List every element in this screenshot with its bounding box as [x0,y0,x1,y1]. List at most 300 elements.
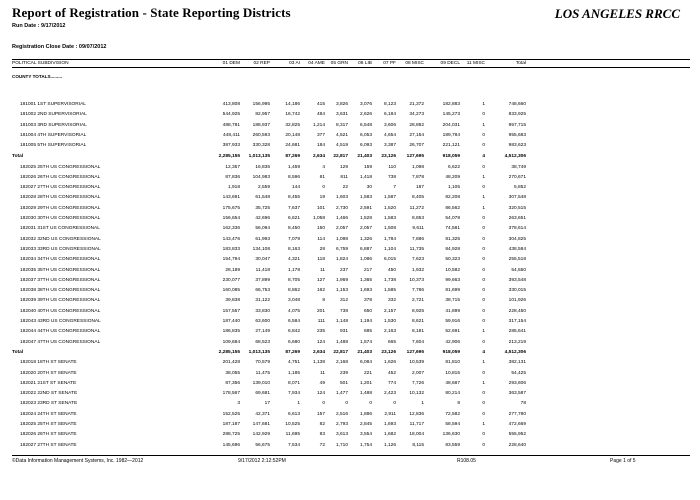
row-value: 544,925 [222,112,240,118]
row-value: 31,122 [255,298,270,304]
row-value: 1,086 [359,257,372,263]
table-row [0,102,700,109]
row-value: 304,825 [508,236,526,242]
row-value: 23,126 [381,349,396,355]
row-value: 228,450 [508,308,526,314]
row-value: 8,925 [411,308,424,314]
row-value: 20,148 [285,132,300,138]
row-value: 8,596 [287,174,300,180]
table-row [0,195,700,202]
row-value: 127,695 [406,153,424,159]
row-value: 124 [316,339,325,345]
row-value: 0 [482,226,485,232]
row-value: 8 [457,401,460,407]
row-value: 8,163 [287,246,300,252]
row-value: 2,285,155 [218,349,240,355]
row-value: 56,094 [255,226,270,232]
row-value: 157 [316,411,325,417]
row-value: 650 [363,308,372,314]
row-value: 4 [322,164,325,170]
report-title: Report of Registration - State Reporting Districts [12,5,291,20]
row-value: 87,269 [285,349,300,355]
row-value: 0 [482,442,485,448]
row-value: 6,759 [335,246,348,252]
row-value: 0 [482,216,485,221]
row-value: 83,559 [445,442,460,448]
row-value: 0 [482,185,485,191]
row-value: 139,010 [252,380,270,386]
table-row [0,237,700,244]
row-value: 11,418 [255,267,270,273]
row-value: 187,440 [222,319,240,324]
row-value: 8,181 [411,329,424,335]
row-value: 156,654 [222,216,240,221]
row-value: 8,405 [411,195,424,201]
row-value: 22,817 [333,349,348,355]
row-value: 50,323 [445,257,460,263]
row-value: 110 [388,164,396,170]
row-value: 6,084 [359,360,372,366]
footer-copyright: ©Data Information Management Systems, Inc. 1982—2012 [12,458,144,464]
row-value: 83 [319,432,325,438]
row-label: 182031 31ST US CONGRESSIONAL [20,226,100,232]
row-value: 1,585 [383,288,396,294]
row-value: 293,606 [508,380,526,386]
row-value: 4,512,306 [504,349,526,355]
row-value: 0 [482,298,485,304]
row-label: 182040 40TH US CONGRESSIONAL [20,308,101,314]
row-value: 1,626 [383,360,396,366]
row-value: 178,567 [222,391,240,397]
row-value: 1,784 [383,236,396,242]
row-value: 1,932 [411,267,424,273]
row-value: 127 [316,277,325,283]
table-row [0,288,700,295]
row-label: 182025 25TH US CONGRESSIONAL [20,164,101,170]
row-value: 14,186 [285,102,300,107]
row-value: 7,534 [287,442,300,448]
table-row [0,247,700,254]
row-value: 8 [322,298,325,304]
row-value: 37,899 [255,277,270,283]
row-value: 0 [482,432,485,438]
row-label: 181001 1ST SUPERVISORIAL [20,102,86,107]
row-value: 114 [317,236,325,242]
row-value: 1,587 [383,195,396,201]
row-value: 393,548 [508,277,526,283]
row-value: 48,687 [445,380,460,386]
row-value: 1,710 [335,442,348,448]
row-value: 685 [363,329,372,335]
row-value: 448,411 [223,132,240,138]
row-value: 221 [363,370,372,376]
row-value: 6,184 [383,112,396,118]
row-value: 5,852 [513,185,526,191]
row-value: 11 [320,267,325,273]
footer-rule [12,455,690,456]
row-value: 1,508 [383,226,396,232]
row-value: 42,906 [445,339,460,345]
row-value: 221,121 [442,143,460,149]
row-value: 260,593 [252,132,270,138]
row-value: 201,428 [222,360,240,366]
row-value: 2,911 [384,411,396,417]
table-row [0,371,700,378]
row-value: 4 [482,153,485,159]
row-value: 377 [316,132,325,138]
row-value: 162,336 [222,226,240,232]
page-footer [0,458,700,466]
row-value: 1,603 [335,195,348,201]
row-value: 7,623 [411,257,424,263]
row-value: 143,476 [222,236,240,242]
row-value: 4,751 [287,360,300,366]
row-value: 33,830 [255,308,270,314]
row-value: 0 [482,391,485,397]
row-value: 1,105 [447,185,460,191]
row-value: 237 [339,267,348,273]
row-value: 11,272 [409,205,424,211]
row-value: 2,591 [359,205,372,211]
row-value: 48,209 [445,174,460,180]
row-value: 56,675 [255,442,270,448]
row-label: 182025 25TH ST SENATE [20,422,77,427]
column-header-11-misc: 11 MISC [466,61,485,66]
column-header-04-ame: 04 AME [308,61,325,66]
row-value: 11,735 [409,246,424,252]
row-value: 0 [482,267,485,273]
row-value: 11,717 [409,422,424,427]
row-value: 82,957 [255,112,270,118]
row-value: 6,548 [359,122,372,128]
row-value: 1,214 [312,122,325,128]
row-value: 931 [339,329,348,335]
row-value: 213,219 [508,339,526,345]
row-value: 4,519 [335,143,348,149]
row-value: 472,669 [508,422,526,427]
row-value: 7,878 [411,174,424,180]
row-value: 1,530 [383,319,396,324]
table-row [0,298,700,305]
row-value: 19 [319,195,325,201]
row-value: 12,836 [409,411,424,417]
row-value: 1,824 [335,257,348,263]
row-value: 187,187 [222,422,240,427]
row-value: 332 [387,298,396,304]
row-value: 3,826 [335,102,348,107]
table-row [0,123,700,130]
row-value: 66,753 [255,288,270,294]
row-value: 87,269 [285,153,300,159]
row-value: 450 [387,267,396,273]
row-value: 7,637 [287,205,300,211]
row-value: 187 [415,185,424,191]
row-value: 263,651 [508,216,526,221]
row-label: 181005 5TH SUPERVISORIAL [20,143,87,149]
row-value: 81,810 [445,360,460,366]
row-value: 162 [316,288,325,294]
row-value: 6,093 [359,143,372,149]
row-value: 1 [482,122,485,128]
row-value: 2,168 [335,360,348,366]
total-row [0,154,700,161]
row-value: 11,695 [285,432,300,438]
row-value: 387,933 [222,143,240,149]
row-value: 186,835 [222,329,240,335]
row-value: 4 [482,349,485,355]
row-value: 285,641 [508,329,526,335]
column-header-09-decl: 09 DECL [440,61,460,66]
row-label: 182029 29TH US CONGRESSIONAL [20,205,101,211]
row-value: 2,730 [335,205,348,211]
row-value: 1,488 [335,339,348,345]
table-row [0,401,700,408]
row-value: 230,077 [222,277,240,283]
row-value: 217 [363,267,372,273]
row-label: 182038 38TH US CONGRESSIONAL [20,288,101,294]
row-value: 378,614 [508,226,526,232]
column-header-05-grn: 05 GRN [330,61,348,66]
row-value: 81,699 [445,288,460,294]
row-value: 1 [482,102,485,107]
row-label: 181004 4TH SUPERVISORIAL [20,132,87,138]
row-value: 21,372 [409,102,424,107]
table-row [0,340,700,347]
row-value: 39,838 [225,298,240,304]
column-header-07-pf: 07 PF [383,61,396,66]
row-value: 78 [520,401,526,407]
row-label: 182035 35TH US CONGRESSIONAL [20,267,101,273]
row-value: 665 [387,339,396,345]
row-value: 2,157 [383,308,396,314]
row-value: 918,059 [442,349,460,355]
total-row [0,350,700,357]
row-value: 61,993 [255,236,270,242]
table-row [0,112,700,119]
row-value: 2,007 [411,370,424,376]
row-label: 182027 27TH US CONGRESSIONAL [20,185,101,191]
row-label: 182039 39TH US CONGRESSIONAL [20,298,101,304]
row-value: 0 [482,339,485,345]
row-value: 413,808 [222,102,240,107]
row-value: 1,098 [335,236,348,242]
section-label: COUNTY TOTALS......... [12,74,63,79]
row-value: 182,883 [442,102,460,107]
row-value: 0 [482,132,485,138]
row-value: 1,459 [287,164,300,170]
row-value: 136,630 [442,432,460,438]
row-label: 182032 32ND US CONGRESSIONAL [20,236,101,242]
row-value: 918,059 [442,153,460,159]
row-value: 86,562 [445,205,460,211]
row-value: 204,031 [442,122,460,128]
row-value: 49 [319,380,325,386]
row-value: 1,185 [287,370,300,376]
row-value: 72,582 [445,411,460,417]
row-value: 0 [345,401,348,407]
row-value: 363,587 [508,391,526,397]
row-value: 12,357 [225,164,240,170]
row-value: 22 [342,185,348,191]
row-value: 312 [339,298,348,304]
row-value: 1,918 [227,185,240,191]
row-label: 182018 18TH ST SENATE [20,360,77,366]
row-value: 774 [387,380,396,386]
row-value: 10,815 [445,370,460,376]
table-row [0,319,700,326]
row-value: 28,892 [409,122,424,128]
row-value: 74,581 [445,226,460,232]
row-value: 38,749 [511,164,526,170]
row-value: 10,539 [409,360,424,366]
row-value: 99,663 [445,277,460,283]
row-value: 101,926 [508,298,526,304]
row-value: 118 [317,257,325,263]
row-value: 61,548 [255,195,270,201]
row-value: 983,623 [508,143,526,149]
row-label: 182033 33RD US CONGRESSIONAL [20,246,101,252]
row-value: 1,365 [359,277,372,283]
row-value: 1,583 [383,216,396,221]
row-value: 24,681 [285,143,300,149]
row-value: 555,952 [508,432,526,438]
row-value: 0 [369,401,372,407]
column-header-01-dem: 01 DEM [222,61,240,66]
row-value: 34,273 [409,112,424,118]
row-value: 1,138 [312,360,325,366]
row-value: 1,013,135 [248,153,270,159]
row-value: 35,725 [255,205,270,211]
row-value: 2,721 [411,298,424,304]
row-value: 30,047 [255,257,270,263]
table-row [0,257,700,264]
row-value: 68,523 [255,339,270,345]
row-value: 2,793 [335,422,348,427]
row-value: 8,450 [287,226,300,232]
row-value: 1,969 [335,277,348,283]
row-value: 129 [339,164,348,170]
row-value: 2,634 [312,153,325,159]
row-value: 2,559 [257,185,270,191]
row-value: 0 [322,401,325,407]
row-value: 1,126 [383,442,396,448]
row-value: 2,057 [335,226,348,232]
row-value: 1,754 [359,442,372,448]
row-value: 160,085 [222,288,240,294]
row-value: 1 [421,401,424,407]
row-value: 0 [482,277,485,283]
row-value: 54,425 [511,370,526,376]
row-value: 8,071 [287,380,300,386]
row-value: 84,928 [445,246,460,252]
row-value: 28 [319,246,325,252]
row-value: 3,048 [287,298,300,304]
row-value: 1 [482,422,485,427]
row-value: 833,925 [508,112,526,118]
row-value: 81 [319,174,325,180]
row-value: 3 [237,401,240,407]
row-value: 382,131 [508,360,526,366]
row-value: 142,929 [252,432,270,438]
row-value: 0 [482,143,485,149]
row-value: 1,477 [335,391,348,397]
row-value: 378 [363,298,372,304]
header-top-rule [12,59,690,60]
row-value: 1,886 [359,411,372,417]
row-value: 63,600 [255,319,270,324]
row-value: 0 [482,288,485,294]
row-value: 124 [316,391,325,397]
row-value: 16,742 [285,112,300,118]
row-value: 228,640 [508,442,526,448]
table-row [0,422,700,429]
row-value: 1,682 [383,432,396,438]
row-value: 18,004 [409,432,424,438]
table-row [0,165,700,172]
brand-name: LOS ANGELES RRCC [554,6,680,21]
table-row [0,226,700,233]
row-label: 182043 43RD US CONGRESSIONAL [20,319,101,324]
row-value: 1,528 [359,216,372,221]
row-value: 1,013,135 [248,349,270,355]
row-value: 738 [339,308,348,314]
row-label: 182027 27TH ST SENATE [20,442,77,448]
row-value: 22,817 [333,153,348,159]
row-value: 1,058 [312,216,325,221]
row-label: 181002 2ND SUPERVISORIAL [20,112,87,118]
row-value: 10,582 [445,267,460,273]
row-value: 415 [316,102,325,107]
table-row [0,206,700,213]
row-value: 6,621 [287,216,300,221]
table-row [0,360,700,367]
row-value: 32,825 [285,122,300,128]
table-row [0,381,700,388]
row-value: 154,794 [222,257,240,263]
row-value: 10,525 [285,422,300,427]
row-value: 277,780 [508,411,526,417]
row-value: 270,671 [508,174,526,180]
row-value: 58,594 [445,422,460,427]
table-row [0,391,700,398]
row-value: 27,154 [409,132,424,138]
row-value: 189,784 [442,132,460,138]
row-value: 330,015 [508,288,526,294]
row-value: 1,104 [383,246,396,252]
table-row [0,329,700,336]
row-value: 1,201 [359,380,372,386]
row-label: 181003 3RD SUPERVISORIAL [20,122,87,128]
row-value: 0 [482,236,485,242]
row-value: 184 [316,143,325,149]
row-value: 6,613 [287,411,300,417]
row-value: 0 [393,401,396,407]
row-value: 1,326 [359,236,372,242]
row-value: 150 [316,226,325,232]
row-value: 101 [316,205,325,211]
table-row [0,278,700,285]
row-value: 201 [316,308,325,314]
row-value: 811 [340,174,348,180]
row-value: 1,194 [359,319,372,324]
footer-printed-date: 9/17/2012 2:12:52PM [238,458,286,464]
row-value: 748,660 [508,102,526,107]
row-value: 127,695 [406,349,424,355]
row-value: 134,108 [252,246,270,252]
row-value: 1,098 [411,164,424,170]
row-value: 8,115 [412,442,424,448]
row-value: 104,983 [252,174,270,180]
